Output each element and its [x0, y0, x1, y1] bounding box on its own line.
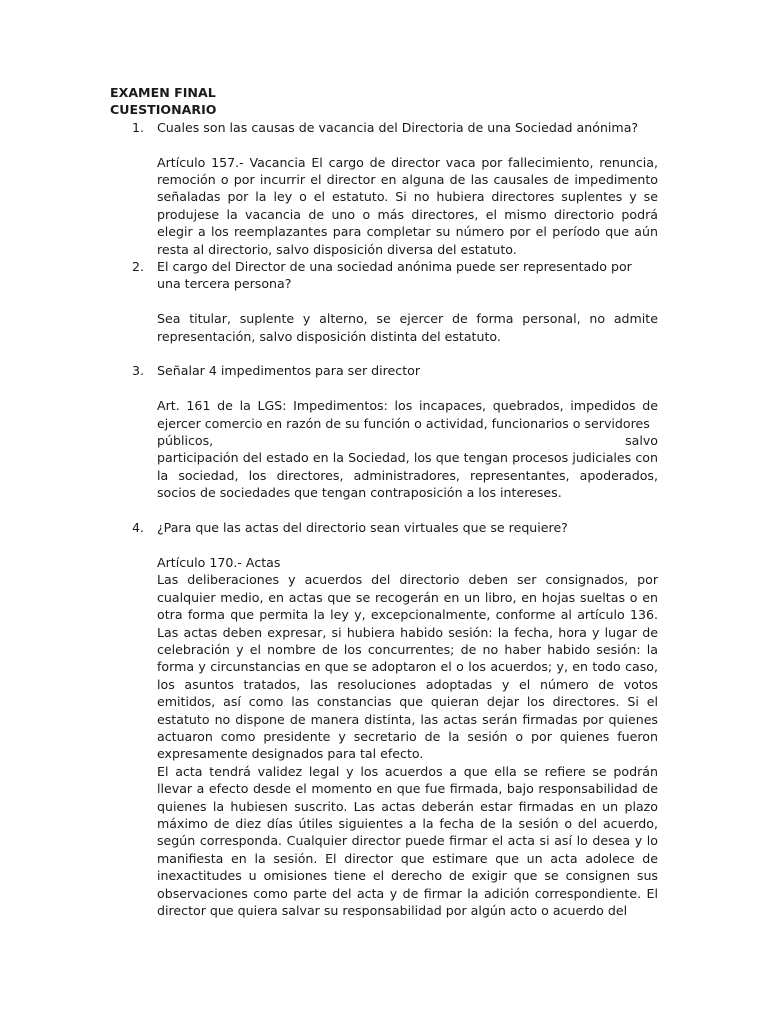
answer-3-rest: participación del estado en la Sociedad, los que tengan procesos judiciales con la sociedad, los directores, administradores, representantes, apoderados, socios de sociedades que tengan contraposición a los intereses. [157, 450, 658, 501]
answer-4-paragraph-1: Las deliberaciones y acuerdos del directorio deben ser consignados, por cualquier medio, en actas que se recogerán en un libro, en hojas sueltas o en otra forma que permita la ley y, excepcionalmente, conforme al artículo 136. Las actas deben expresar, si hubiera habido sesión: la fecha, hora y lugar de celebración y el nombre de los concurrentes; de no haber habido sesión: la forma y circunstancias en que se adoptaron el o los acuerdos; y, en todo caso, los asuntos tratados, las resoluciones adoptadas y el número de votos emitidos, así como las constancias que quieran dejar los directores. Si el estatuto no dispone de manera distinta, las actas serán firmadas por quienes actuaron como presidente y secretario de la sesión o por quienes fueron expresamente designados para tal efecto. [157, 572, 658, 762]
answer-3-split-right: salvo [625, 433, 658, 449]
question-2 [110, 258, 658, 293]
question-3-text: Señalar 4 impedimentos para ser director [157, 363, 421, 379]
spacer [110, 345, 658, 362]
question-2-text: El cargo del Director de una sociedad anónima puede ser representado por una tercera persona? [157, 259, 632, 292]
question-1-text: Cuales son las causas de vacancia del Directoria de una Sociedad anónima? [157, 119, 639, 135]
document-subtitle: CUESTIONARIO [110, 102, 217, 118]
question-4-number: 4. [132, 520, 145, 536]
question-2-number: 2. [132, 259, 145, 275]
question-3 [110, 362, 658, 379]
spacer [110, 293, 658, 310]
answer-2: Sea titular, suplente y alterno, se ejercer de forma personal, no admite representación, salvo disposición distinta del estatuto. [157, 311, 658, 344]
question-1 [110, 119, 658, 136]
spacer [110, 502, 658, 519]
question-1-number: 1. [132, 119, 145, 135]
answer-4-paragraph-2: El acta tendrá validez legal y los acuerdos a que ella se refiere se podrán llevar a efecto desde el momento en que fue firmada, bajo responsabilidad de quienes la hubiesen suscrito. Las actas deberán estar firmadas en un plazo máximo de diez días útiles siguientes a la fecha de la sesión o del acuerdo, según corresponda. Cualquier director puede firmar el acta si así lo desea y lo manifiesta en la sesión. El director que estimare que un acta adolece de inexactitudes u omisiones tiene el derecho de exigir que se consignen sus observaciones como parte del acta y de firmar la adición correspondiente. El director que quiera salvar su responsabilidad por algún acto o acuerdo del [157, 763, 658, 918]
spacer [110, 136, 658, 153]
question-4 [110, 519, 658, 536]
question-3-number: 3. [132, 363, 145, 379]
answer-4-title: Artículo 170.- Actas [157, 554, 281, 570]
spacer [110, 536, 658, 553]
spacer [110, 380, 658, 397]
document-title: EXAMEN FINAL [110, 85, 216, 100]
answer-3-split-left: públicos, [157, 433, 214, 449]
question-4-text: ¿Para que las actas del directorio sean virtuales que se requiere? [157, 520, 568, 536]
answer-3-intro: Art. 161 de la LGS: Impedimentos: los incapaces, quebrados, impedidos de ejercer comercio en razón de su función o actividad, funcionarios o servidores [157, 398, 658, 431]
answer-3-split-line [110, 432, 658, 449]
answer-1: Artículo 157.- Vacancia El cargo de director vaca por fallecimiento, renuncia, remoción o por incurrir el director en alguna de las causales de impedimento señaladas por la ley o el estatuto. Si no hubiera directores suplentes y se produjese la vacancia de uno o más directores, el mismo directorio podrá elegir a los reemplazantes para completar su número por el período que aún resta al directorio, salvo disposición diversa del estatuto. [157, 154, 658, 257]
document-page [110, 84, 658, 919]
